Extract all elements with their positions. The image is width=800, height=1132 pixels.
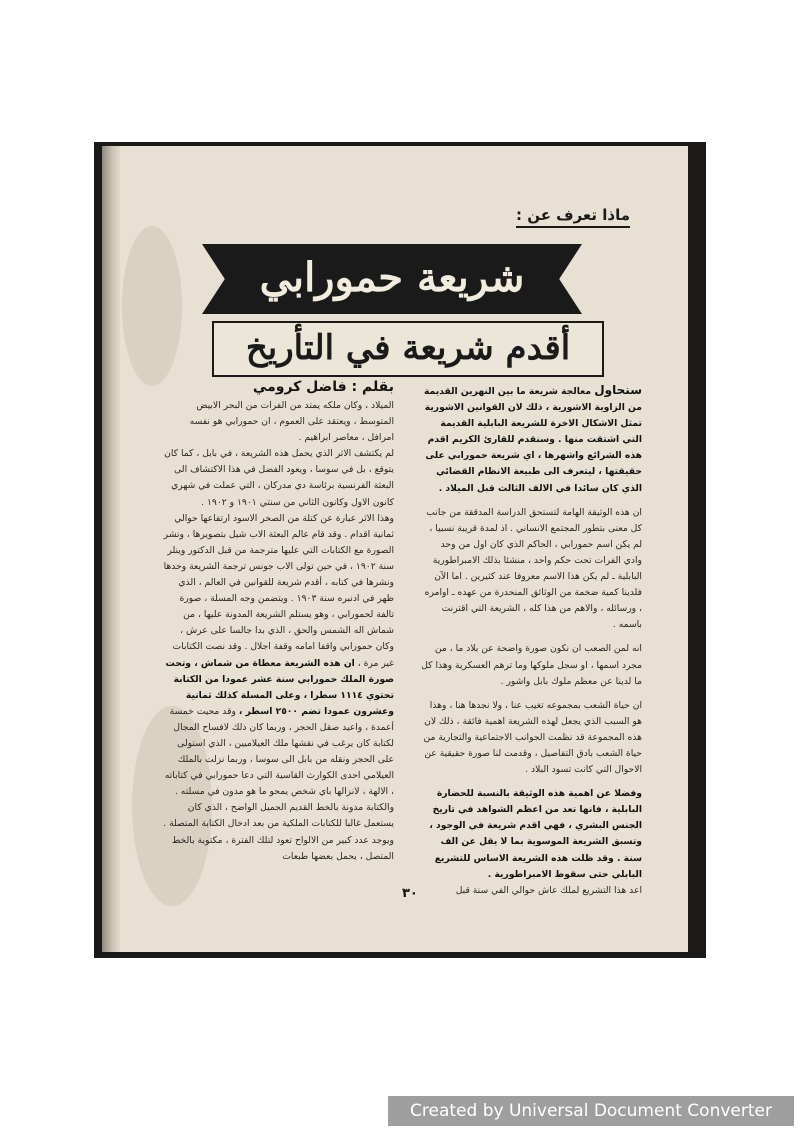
page-binding [102, 146, 120, 952]
right-column [420, 382, 642, 899]
intro-paragraph [420, 382, 642, 497]
magazine-page [102, 146, 688, 952]
body-paragraph: ان هذه الوثيقة الهامة لتستحق الدراسة المدققة من جانب كل معنى بتطور المجتمع الانساني . اذ لمدة قريبة نسبيا ، لم يكن اسم حمورابي ، الحاكم الذي كان اول من وحد وادي الفرات تحت حكم واحد ، منشئا بذلك الامبراطورية البابلية ـ لم يكن هذا الاسم معروفا عند كثيرين . اما الآن فلدينا كمية ضخمة من الوثائق المنحدرة من عهده ـ اوامره ، ورسائله ، والاهم من هذا كله ، الشريعة التي اقترنت باسمه . [424, 506, 642, 631]
body-paragraph: لم يكتشف الاثر الذي يحمل هذه الشريعة ، في بابل ، كما كان يتوقع ، بل في سوسا ، ويعود الفضل في هذا الاكتشاف الى البعثة الفرنسية برئاسة دي مدركان ، التي عملت في شهري كانون الاول وكانون الثاني من سنتي ١٩٠١ و ١٩٠٢ . [164, 448, 394, 508]
body-text: وهذا الاثر عبارة عن كتلة من الصخر الاسود ارتفاعها حوالي ثمانية اقدام . وقد قام عالم البعثة الاب شيل بتصويرها ، ونشر الصورة مع الكتابات التي عليها مترجمة من قبل الدكتور وينلر سنة ١٩٠٢ ، في حين تولى الاب جونس ترجمة الشريعة وحدها ونشرها في كتابه ، أقدم شريعة للقوانين في العالم ، الذي ظهر في ادنبره سنة ١٩٠٣ . ويتضمن وجه المسلة ، صورة تالفة لحمورابي ، وهو يستلم الشريعة المدونة عليها ، من شماش اله الشمس والحق ، الذي بدا جالسا على عرش ، وكان حمورابي واقفا امامه وقفة اجلال . وقد نصت الكتابات غير مرة ، [163, 512, 394, 669]
watermark-banner: Created by Universal Document Converter [388, 1096, 794, 1126]
page-number: ٣٠ [402, 886, 418, 901]
article-subtitle: أقدم شريعة في التأريخ [245, 328, 571, 368]
body-paragraph: الميلاد ، وكان ملكه يمتد من الفرات من البحر الابيض المتوسط ، ويعتقد على العموم ، ان حمورابي هو نفسه امرافل ، معاصر ابراهيم . [189, 400, 394, 444]
body-paragraph [162, 511, 394, 801]
body-paragraph: والكتابة مدونة بالخط القديم الجميل الواضح ، الذي كان يستعمل غالبا للكتابات الملكية من بعد ادخال الكتابة المتصلة . ويوجد عدد كبير من الالواح تعود لتلك الفترة ، مكتوبة بالخط المتصل ، يحمل بعضها طبعات [163, 802, 394, 862]
body-paragraph: ان حياة الشعب بمجموعه تغيب عنا ، ولا نجدها هنا ، وهذا هو السبب الذي يجعل لهذه الشريعة اهمية فائقة ، ذلك لان هذه المجموعة قد نظمت الجوانب الاجتماعية والتجارية من حياة الشعب بادق التفاصيل ، وقدمت لنا صورة حقيقية عن الاحوال التي كانت تسود البلاد . [423, 699, 642, 776]
scanned-page [94, 142, 706, 958]
byline: بقلم : فاضل كرومي [252, 379, 394, 395]
bold-text: ان هذه الشريعة معطاة من شماش ، وتحت صورة الملك حمورابي سنة عشر عمودا من الكتابة تحتوي ١١١٤ سطرا ، وعلى المسلة كذلك ثمانية وعشرون عمودا تضم ٢٥٠٠ اسطر ، [165, 657, 394, 717]
paper-stain [122, 226, 182, 386]
article-title: شريعة حمورابي [259, 254, 525, 301]
intro-text: معالجة شريعة ما بين النهرين القديمة من الزاوية الاشورية ، ذلك لان القوانين الاشورية تمثل الاشكال الاخرة للشريعة البابلية القديمة التي اشتقت منها . وسنقدم للقارئ الكريم اقدم هذه الشرائع واشهرها ، اي شريعة حمورابي على حقيقتها ، ليتعرف الى طبيعة الانظام القضائي الذي كان سائدا في الالف الثالث قبل الميلاد . [423, 386, 642, 494]
article-kicker: ماذا تعرف عن : [516, 206, 630, 228]
body-text: وقد محيت خمسة أعمدة ، واعيد صقل الحجر ، وربما كان ذلك لافساح المجال لكتابة كان يرغب في نقشها ملك العيلاميين ، الذي استولى على الحجر ونقله من بابل الى سوسا ، وربما نزلت بالملك العيلامي احدى الكوارث القاسية التي دعا حمورابي في كتاباته ، الالهة ، لانزالها باي شخص يمحو ما هو مدون في مسلته . [164, 705, 394, 798]
body-paragraph: انه لمن الصعب ان نكون صورة واضحة عن بلاد ما ، من مجرد اسمها ، او سجل ملوكها وما ترهم العسكرية وهذا كل ما لدينا عن معظم ملوك بابل واشور . [421, 643, 642, 687]
body-paragraph: اعد هذا التشريع لملك عاش حوالي الفي سنة قبل [455, 884, 642, 896]
bold-paragraph: وفضلا عن اهمية هذه الوثيقة بالنسبة للحضارة البابلية ، فانها تعد من اعظم الشواهد في تاريخ الجنس البشري ، فهي اقدم شريعة في الوجود ، وتسبق الشريعة الموسوية بما لا يقل عن الف سنة . وقد ظلت هذه الشريعة الاساس للتشريع البابلي حتى سقوط الامبراطورية . [429, 788, 642, 880]
left-column [162, 378, 394, 865]
lead-word: سنحاول [594, 383, 642, 397]
